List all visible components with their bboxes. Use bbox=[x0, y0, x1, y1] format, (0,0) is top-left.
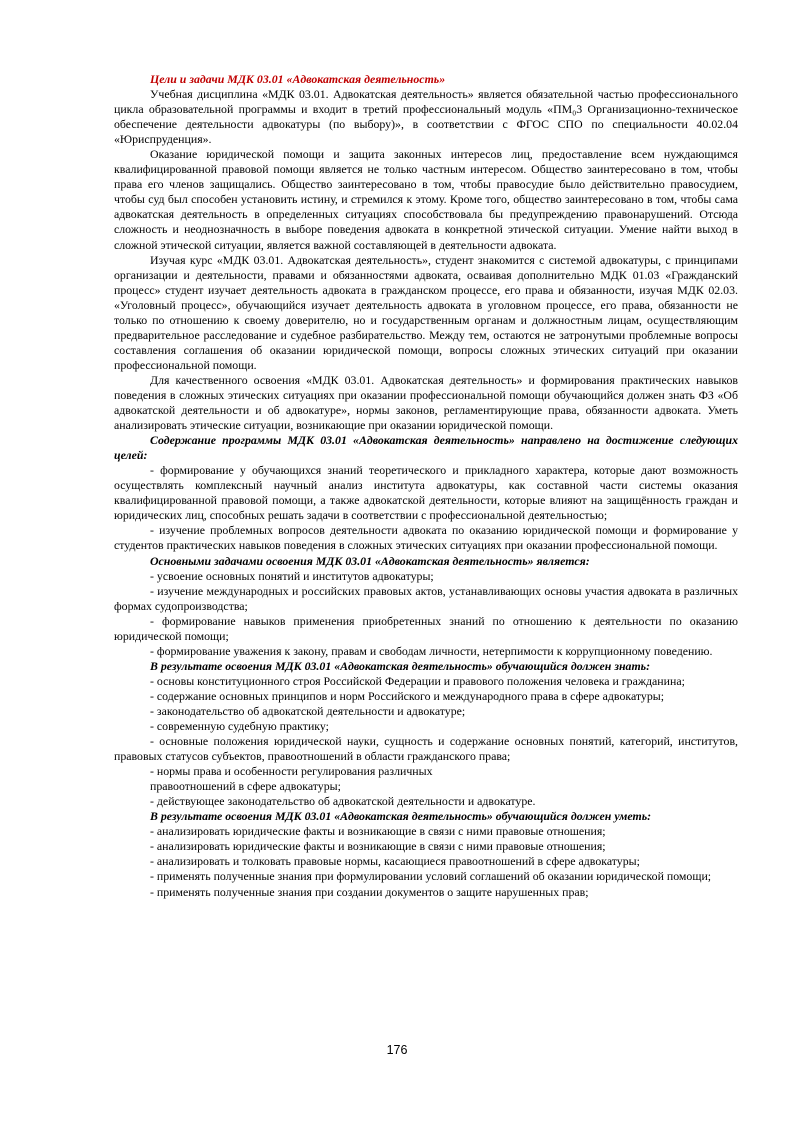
must-know-item: правоотношений в сфере адвокатуры; bbox=[150, 779, 341, 794]
intro-paragraph-3: Изучая курс «МДК 03.01. Адвокатская деятельность», студент знакомится с системой адвокатуры, с принципами организации и деятельности, правами и обязанностями адвоката, осваивая дополнительно МДК 01.03 «Гражданский процесс» студент изучает деятельность адвоката в гражданском процессе, его права и обязанности, изучая МДК 02.03. «Уголовный процесс», обучающийся изучает деятельность адвоката в уголовном процессе, его права, обязанности не только по отношению к своему доверителю, но и государственным органам и должностным лицам, осуществляющим предварительное расследование и судебное разбирательство. Между тем, остаются не затронутыми проблемные вопросы составления соглашения об оказании юридической помощи, вопросы сложных этических ситуаций при оказании профессиональной помощи. bbox=[114, 252, 738, 372]
intro-paragraph-1: Учебная дисциплина «МДК 03.01. Адвокатская деятельность» является обязательной частью профессионального цикла образовательной программы и входит в третий профессиональный модуль «ПМ₀3 Организационно-техническое обеспечение деятельности адвокатуры (по выбору)», в соответствии с ФГОС СПО по специальности 40.02.04 «Юриспруденция». bbox=[114, 87, 738, 147]
must-be-able-item: - применять полученные знания при создании документов о защите нарушенных прав; bbox=[150, 884, 589, 899]
content-goal-item: - формирование у обучающихся знаний теоретического и прикладного характера, которые дают возможность осуществлять комплексный научный анализ института адвокатуры, как составной части системы оказания квалифицированной правовой помощи, а также адвокатской деятельности, которые влияют на защищённость граждан и юридических лиц, способных решать задачи в соответствии с профессиональной деятельностью; bbox=[114, 463, 738, 523]
must-be-able-item: - применять полученные знания при формулировании условий соглашений об оказании юридической помощи; bbox=[150, 869, 712, 884]
must-know-item: - содержание основных принципов и норм Российского и международного права в сфере адвокатуры; bbox=[150, 688, 665, 703]
must-be-able-heading: В результате освоения МДК 03.01 «Адвокатская деятельность» обучающийся должен уметь: bbox=[150, 809, 652, 824]
must-know-item: - законодательство об адвокатской деятельности и адвокатуре; bbox=[150, 703, 466, 718]
document-title: Цели и задачи МДК 03.01 «Адвокатская деятельность» bbox=[150, 72, 446, 86]
must-be-able-item: - анализировать юридические факты и возникающие в связи с ними правовые отношения; bbox=[150, 824, 606, 839]
task-item: - формирование уважения к закону, правам и свободам личности, нетерпимости к коррупционному поведению. bbox=[150, 643, 713, 658]
must-know-item: - основные положения юридической науки, сущность и содержание основных понятий, категорий, институтов, правовых статусов субъектов, правоотношений в области гражданского права; bbox=[114, 734, 738, 764]
page-number: 176 bbox=[386, 1043, 408, 1057]
must-know-item: - основы конституционного строя Российской Федерации и правового положения человека и гражданина; bbox=[150, 673, 685, 688]
must-be-able-item: - анализировать и толковать правовые нормы, касающиеся правоотношений в сфере адвокатуры; bbox=[150, 854, 640, 869]
document-body bbox=[114, 72, 738, 900]
content-goals-heading: Содержание программы МДК 03.01 «Адвокатская деятельность» направлено на достижение следующих целей: bbox=[114, 433, 738, 463]
task-item: - формирование навыков применения приобретенных знаний по отношению к деятельности по оказанию юридической помощи; bbox=[114, 613, 738, 643]
must-know-heading: В результате освоения МДК 03.01 «Адвокатская деятельность» обучающийся должен знать: bbox=[150, 658, 651, 673]
must-know-item: - нормы права и особенности регулирования различных bbox=[150, 764, 433, 779]
tasks-heading: Основными задачами освоения МДК 03.01 «Адвокатская деятельность» является: bbox=[150, 553, 590, 568]
must-know-item: - современную судебную практику; bbox=[150, 719, 329, 734]
content-goal-item: - изучение проблемных вопросов деятельности адвоката по оказанию юридической помощи и формирование у студентов практических навыков поведения в сложных этических ситуациях при оказании профессиональной помощи. bbox=[114, 523, 738, 553]
must-know-item: - действующее законодательство об адвокатской деятельности и адвокатуре. bbox=[150, 794, 536, 809]
intro-paragraph-2: Оказание юридической помощи и защита законных интересов лиц, предоставление всем нуждающимся квалифицированной правовой помощи является не только частным интересом. Общество заинтересовано в том, чтобы права его членов защищались. Общество заинтересовано в том, чтобы правосудие было действительно правосудием, чтобы суд был способен установить истину, и стремился к этому. Кроме того, общество заинтересовано в том, чтобы сама адвокатская деятельность в определенных ситуациях способствовала бы предупреждению правонарушений. Отсюда сложность и неоднозначность в выборе поведения адвоката в конкретной этической ситуации. Умение найти выход в сложной этической ситуации, является важной составляющей в деятельности адвоката. bbox=[114, 147, 738, 252]
task-item: - усвоение основных понятий и институтов адвокатуры; bbox=[150, 568, 434, 583]
must-be-able-item: - анализировать юридические факты и возникающие в связи с ними правовые отношения; bbox=[150, 839, 606, 854]
intro-paragraph-4: Для качественного освоения «МДК 03.01. Адвокатская деятельность» и формирования практических навыков поведения в сложных этических ситуациях при оказании профессиональной помощи обучающийся должен знать ФЗ «Об адвокатской деятельности и об адвокатуре», нормы законов, регламентирующие права, обязанности адвоката. Уметь анализировать этические ситуации, возникающие при оказании юридической помощи. bbox=[114, 372, 738, 433]
task-item: - изучение международных и российских правовых актов, устанавливающих основы участия адвоката в различных формах судопроизводства; bbox=[114, 583, 738, 613]
